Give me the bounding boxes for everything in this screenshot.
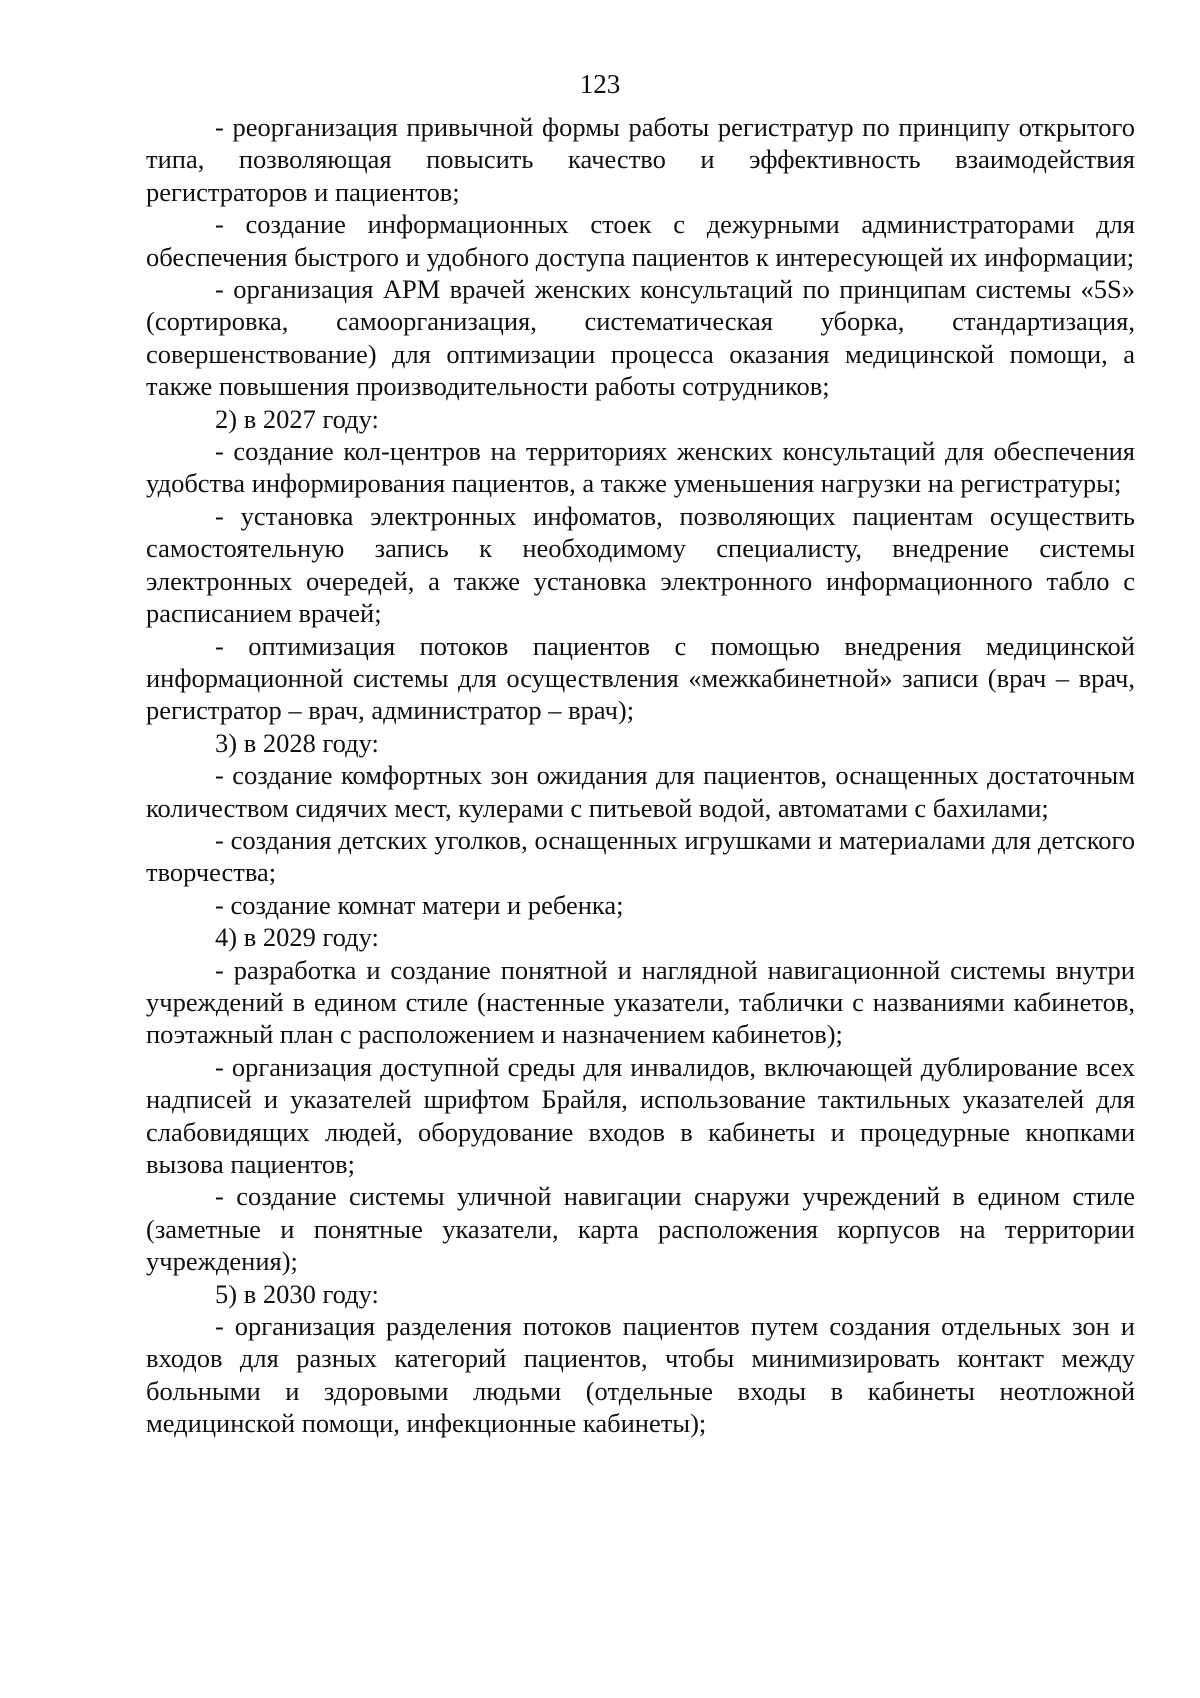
year-heading-2029: 4) в 2029 году: <box>215 922 379 953</box>
list-item-waiting-zones: - создание комфортных зон ожидания для пациентов, оснащенных достаточным количеством сидячих мест, кулерами с питьевой водой, автоматами с бахилами; <box>146 760 1135 823</box>
list-item-patient-flow-optimization: - оптимизация потоков пациентов с помощью внедрения медицинской информационной системы для осуществления «межкабинетной» записи (врач – врач, регистратор – врач, администратор – врач); <box>146 630 1135 726</box>
list-item-navigation-system: - разработка и создание понятной и наглядной навигационной системы внутри учреждений в едином стиле (настенные указатели, таблички с названиями кабинетов, поэтажный план с расположением и назначением кабинетов); <box>146 954 1135 1050</box>
list-item-info-stands: - создание информационных стоек с дежурными администраторами для обеспечения быстрого и удобного доступа пациентов к интересующей их информации; <box>146 209 1135 272</box>
list-item-call-centers: - создание кол-центров на территориях женских консультаций для обеспечения удобства информирования пациентов, а также уменьшения нагрузки на регистратуры; <box>146 436 1135 499</box>
list-item-flow-separation: - организация разделения потоков пациентов путем создания отдельных зон и входов для разных категорий пациентов, чтобы минимизировать контакт между больными и здоровыми людьми (отдельные входы в кабинеты неотложной медицинской помощи, инфекционные кабинеты); <box>146 1311 1135 1439</box>
list-item-street-navigation: - создание системы уличной навигации снаружи учреждений в едином стиле (заметные и понятные указатели, карта расположения корпусов на территории учреждения); <box>146 1181 1135 1277</box>
year-heading-2027: 2) в 2027 году: <box>215 403 379 434</box>
year-heading-2028: 3) в 2028 году: <box>215 727 379 758</box>
list-item-kids-corners: - создания детских уголков, оснащенных игрушками и материалами для детского творчества; <box>146 824 1135 888</box>
list-item-accessible-environment: - организация доступной среды для инвалидов, включающей дублирование всех надписей и указателей шрифтом Брайля, использование тактильных указателей для слабовидящих людей, оборудование входов в кабинеты и процедурные кнопками вызова пациентов; <box>146 1051 1135 1179</box>
list-item-arm-5s: - организация АРМ врачей женских консультаций по принципам системы «5S» (сортировка, самоорганизация, систематическая уборка, стандартизация, совершенствование) для оптимизации процесса оказания медицинской помощи, а также повышения производительности работы сотрудников; <box>146 274 1135 402</box>
year-heading-2030: 5) в 2030 году: <box>215 1278 379 1309</box>
document-body <box>146 111 1135 1440</box>
list-item-reorganization-registry: - реорганизация привычной формы работы регистратур по принципу открытого типа, позволяющая повысить качество и эффективность взаимодействия регистраторов и пациентов; <box>146 112 1135 207</box>
page-number: 123 <box>579 69 621 99</box>
list-item-infomats: - установка электронных инфоматов, позволяющих пациентам осуществить самостоятельную запись к необходимому специалисту, внедрение системы электронных очередей, а также установка электронного информационного табло с расписанием врачей; <box>146 500 1135 629</box>
list-item-mother-child-rooms: - создание комнат матери и ребенка; <box>215 889 624 920</box>
